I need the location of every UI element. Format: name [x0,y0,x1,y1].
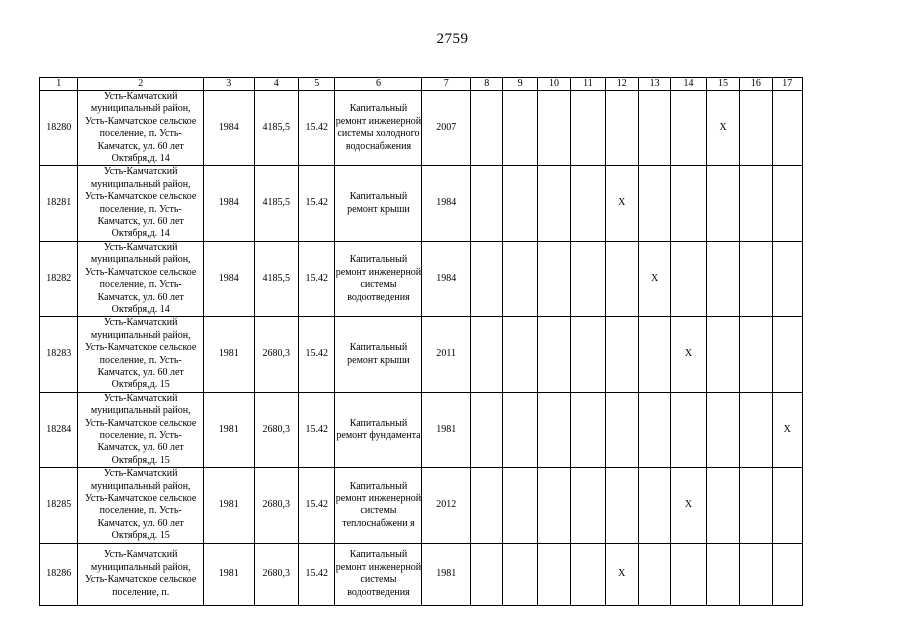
col-14-cell [671,241,706,316]
work-type-cell: Капитальный ремонт крыши [335,166,422,241]
area-cell: 4185,5 [254,241,299,316]
year-built-cell: 1981 [203,468,254,543]
col-8-cell [471,392,503,467]
col-11-cell [571,241,605,316]
table-row [40,468,803,543]
record-id: 18285 [40,468,78,543]
planned-year-cell: 1984 [422,241,471,316]
rate-cell: 15.42 [299,166,335,241]
col-11-cell [571,392,605,467]
year-built-cell: 1981 [203,317,254,392]
column-header: 17 [772,78,802,91]
work-type-cell: Капитальный ремонт инженерной системы водоотведения [335,241,422,316]
col-10-cell [537,317,570,392]
area-cell: 2680,3 [254,543,299,605]
col-14-cell [671,166,706,241]
year-built-cell: 1984 [203,241,254,316]
col-17-cell [772,317,802,392]
rate-cell: 15.42 [299,543,335,605]
column-header: 7 [422,78,471,91]
col-13-cell [638,392,670,467]
year-built-cell: 1984 [203,91,254,166]
col-15-cell [706,317,739,392]
column-header: 13 [638,78,670,91]
col-15-cell [706,468,739,543]
year-built-cell: 1984 [203,166,254,241]
col-8-cell [471,317,503,392]
area-cell: 4185,5 [254,166,299,241]
col-14-cell: X [671,317,706,392]
address-cell: Усть-Камчатский муниципальный район, Усть-Камчатское сельское поселение, п. Усть-Камчатск, ул. 60 лет Октября,д. 14 [78,166,203,241]
address-cell: Усть-Камчатский муниципальный район, Усть-Камчатское сельское поселение, п. Усть-Камчатск, ул. 60 лет Октября,д. 14 [78,241,203,316]
col-12-cell: X [605,543,638,605]
column-header: 6 [335,78,422,91]
work-type-cell: Капитальный ремонт крыши [335,317,422,392]
col-16-cell [740,166,772,241]
col-11-cell [571,543,605,605]
col-9-cell [503,166,537,241]
col-10-cell [537,241,570,316]
col-15-cell [706,241,739,316]
col-8-cell [471,91,503,166]
record-id: 18281 [40,166,78,241]
area-cell: 4185,5 [254,91,299,166]
col-8-cell [471,166,503,241]
col-15-cell [706,166,739,241]
repair-register-table [39,77,803,606]
col-12-cell [605,392,638,467]
col-16-cell [740,317,772,392]
col-17-cell [772,91,802,166]
column-header: 4 [254,78,299,91]
table-header [40,78,803,91]
col-13-cell: X [638,241,670,316]
table-row [40,392,803,467]
column-header: 8 [471,78,503,91]
col-12-cell: X [605,166,638,241]
address-cell: Усть-Камчатский муниципальный район, Усть-Камчатское сельское поселение, п. Усть-Камчатск, ул. 60 лет Октября,д. 15 [78,317,203,392]
planned-year-cell: 1984 [422,166,471,241]
column-header: 16 [740,78,772,91]
col-15-cell [706,392,739,467]
planned-year-cell: 1981 [422,392,471,467]
rate-cell: 15.42 [299,392,335,467]
col-13-cell [638,166,670,241]
area-cell: 2680,3 [254,317,299,392]
col-8-cell [471,543,503,605]
column-header: 9 [503,78,537,91]
page-number: 2759 [436,31,469,47]
table-row [40,166,803,241]
area-cell: 2680,3 [254,392,299,467]
table-row [40,241,803,316]
column-header: 11 [571,78,605,91]
col-9-cell [503,91,537,166]
col-9-cell [503,543,537,605]
col-8-cell [471,468,503,543]
rate-cell: 15.42 [299,241,335,316]
planned-year-cell: 2012 [422,468,471,543]
col-15-cell [706,543,739,605]
record-id: 18284 [40,392,78,467]
planned-year-cell: 1981 [422,543,471,605]
record-id: 18282 [40,241,78,316]
area-cell: 2680,3 [254,468,299,543]
col-13-cell [638,468,670,543]
year-built-cell: 1981 [203,543,254,605]
col-17-cell [772,543,802,605]
col-17-cell [772,241,802,316]
address-cell: Усть-Камчатский муниципальный район, Усть-Камчатское сельское поселение, п. Усть-Камчатск, ул. 60 лет Октября,д. 15 [78,468,203,543]
rate-cell: 15.42 [299,468,335,543]
table-row [40,91,803,166]
planned-year-cell: 2007 [422,91,471,166]
column-header: 10 [537,78,570,91]
work-type-cell: Капитальный ремонт инженерной системы холодного водоснабжения [335,91,422,166]
col-14-cell [671,543,706,605]
col-13-cell [638,543,670,605]
col-12-cell [605,91,638,166]
rate-cell: 15.42 [299,91,335,166]
col-9-cell [503,392,537,467]
col-16-cell [740,468,772,543]
col-14-cell [671,91,706,166]
col-9-cell [503,468,537,543]
col-16-cell [740,91,772,166]
col-10-cell [537,166,570,241]
col-17-cell [772,166,802,241]
col-12-cell [605,468,638,543]
column-header: 5 [299,78,335,91]
column-header: 3 [203,78,254,91]
address-cell: Усть-Камчатский муниципальный район, Усть-Камчатское сельское поселение, п. [78,543,203,605]
column-header: 15 [706,78,739,91]
col-9-cell [503,317,537,392]
col-13-cell [638,91,670,166]
col-11-cell [571,166,605,241]
col-11-cell [571,91,605,166]
col-16-cell [740,543,772,605]
column-header: 2 [78,78,203,91]
address-cell: Усть-Камчатский муниципальный район, Усть-Камчатское сельское поселение, п. Усть-Камчатск, ул. 60 лет Октября,д. 14 [78,91,203,166]
planned-year-cell: 2011 [422,317,471,392]
table-row [40,543,803,605]
col-11-cell [571,468,605,543]
work-type-cell: Капитальный ремонт инженерной системы водоотведения [335,543,422,605]
col-11-cell [571,317,605,392]
col-10-cell [537,392,570,467]
column-header: 1 [40,78,78,91]
work-type-cell: Капитальный ремонт фундамента [335,392,422,467]
col-12-cell [605,241,638,316]
col-12-cell [605,317,638,392]
col-10-cell [537,91,570,166]
col-15-cell: X [706,91,739,166]
record-id: 18283 [40,317,78,392]
col-17-cell [772,468,802,543]
col-14-cell [671,392,706,467]
col-8-cell [471,241,503,316]
address-cell: Усть-Камчатский муниципальный район, Усть-Камчатское сельское поселение, п. Усть-Камчатск, ул. 60 лет Октября,д. 15 [78,392,203,467]
column-number-row [40,78,803,91]
col-16-cell [740,241,772,316]
rate-cell: 15.42 [299,317,335,392]
year-built-cell: 1981 [203,392,254,467]
col-13-cell [638,317,670,392]
table-row [40,317,803,392]
column-header: 14 [671,78,706,91]
col-17-cell: X [772,392,802,467]
col-16-cell [740,392,772,467]
col-10-cell [537,543,570,605]
record-id: 18280 [40,91,78,166]
work-type-cell: Капитальный ремонт инженерной системы теплоснабжени я [335,468,422,543]
record-id: 18286 [40,543,78,605]
col-14-cell: X [671,468,706,543]
col-9-cell [503,241,537,316]
column-header: 12 [605,78,638,91]
col-10-cell [537,468,570,543]
